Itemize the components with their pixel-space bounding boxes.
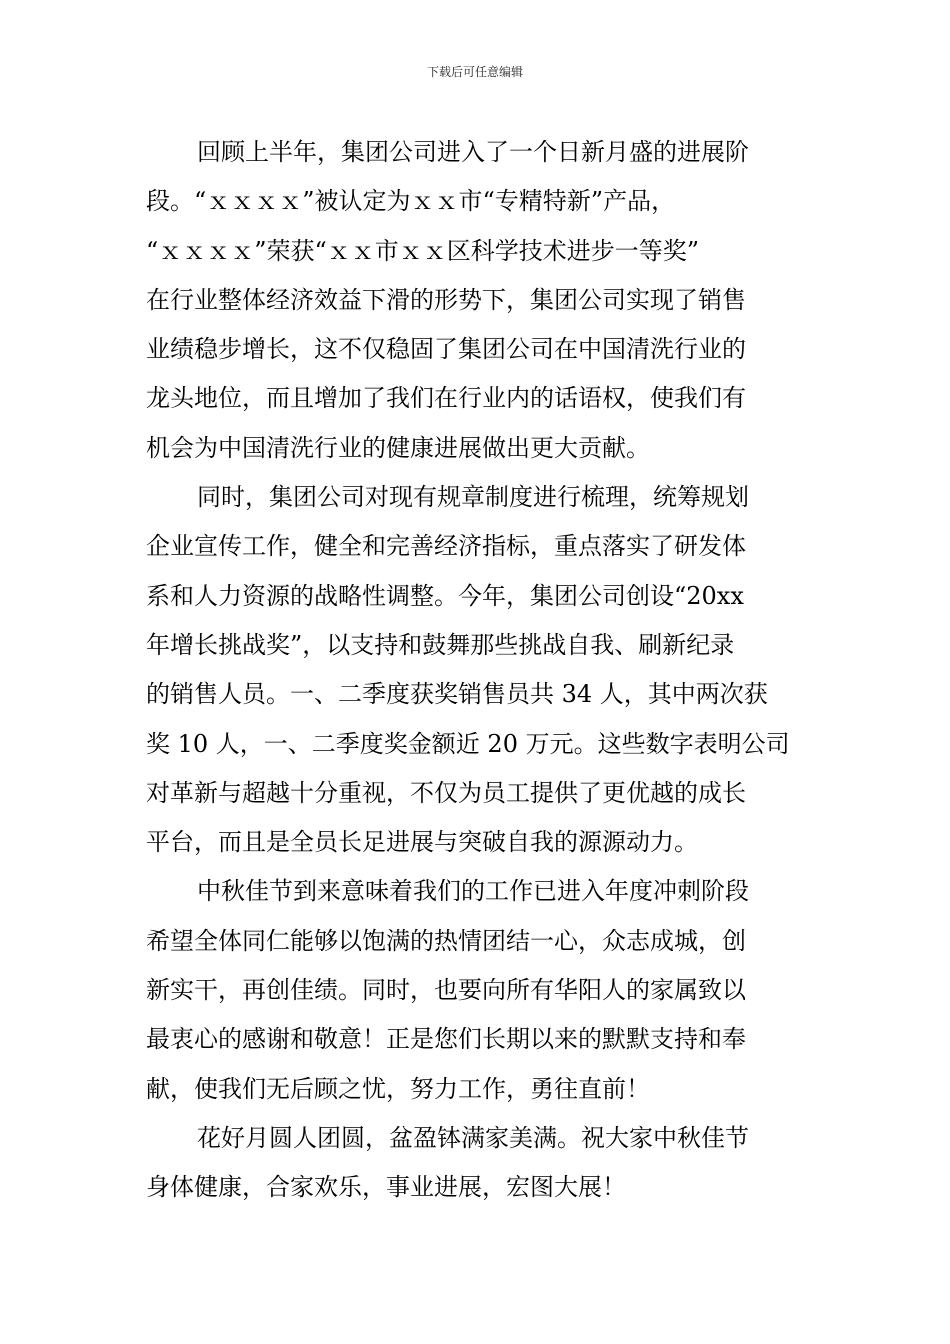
text-line: “ｘｘｘｘ”荣获“ｘｘ市ｘｘ区科学技术进步一等奖” [146, 236, 700, 265]
text-line: 奖 10 人，一、二季度奖金额近 20 万元。这些数字表明公司 [146, 729, 790, 758]
text-line: 献，使我们无后顾之忧，努力工作，勇往直前！ [146, 1074, 650, 1103]
text-line: 身体健康，合家欢乐，事业进展，宏图大展！ [146, 1173, 626, 1202]
text-line: 同时，集团公司对现有规章制度进行梳理，统筹规划 [197, 483, 749, 512]
text-line: 对革新与超越十分重视，不仅为员工提供了更优越的成长 [146, 778, 746, 807]
text-line: 龙头地位，而且增加了我们在行业内的话语权，使我们有 [146, 384, 746, 413]
text-line: 中秋佳节到来意味着我们的工作已进入年度冲刺阶段 [197, 877, 749, 906]
page-header: 下载后可任意编辑 [426, 65, 523, 79]
text-line: 回顾上半年，集团公司进入了一个日新月盛的进展阶 [197, 138, 749, 166]
text-line: 业绩稳步增长，这不仅稳固了集团公司在中国清洗行业的 [146, 335, 746, 364]
text-line: 最衷心的感谢和敬意！正是您们长期以来的默默支持和奉 [146, 1025, 746, 1054]
text-line: 在行业整体经济效益下滑的形势下，集团公司实现了销售 [146, 285, 746, 314]
text-line: 新实干，再创佳绩。同时，也要向所有华阳人的家属致以 [146, 976, 746, 1005]
text-line: 机会为中国清洗行业的健康进展做出更大贡献。 [146, 433, 650, 462]
text-line: 平台，而且是全员长足进展与突破自我的源源动力。 [146, 828, 698, 857]
text-line: 希望全体同仁能够以饱满的热情团结一心，众志成城，创 [146, 926, 746, 955]
text-line: 企业宣传工作，健全和完善经济指标，重点落实了研发体 [146, 532, 746, 561]
text-line: 的销售人员。一、二季度获奖销售员共 34 人，其中两次获 [146, 680, 768, 709]
text-line: 段。“ｘｘｘｘ”被认定为ｘｘ市“专精特新”产品， [146, 187, 676, 216]
text-line: 年增长挑战奖”，以支持和鼓舞那些挑战自我、刷新纪录 [146, 630, 735, 659]
text-line: 系和人力资源的战略性调整。今年，集团公司创设“20xx [146, 581, 744, 610]
document-body [146, 128, 806, 1213]
text-line: 花好月圆人团圆，盆盈钵满家美满。祝大家中秋佳节 [197, 1123, 749, 1152]
